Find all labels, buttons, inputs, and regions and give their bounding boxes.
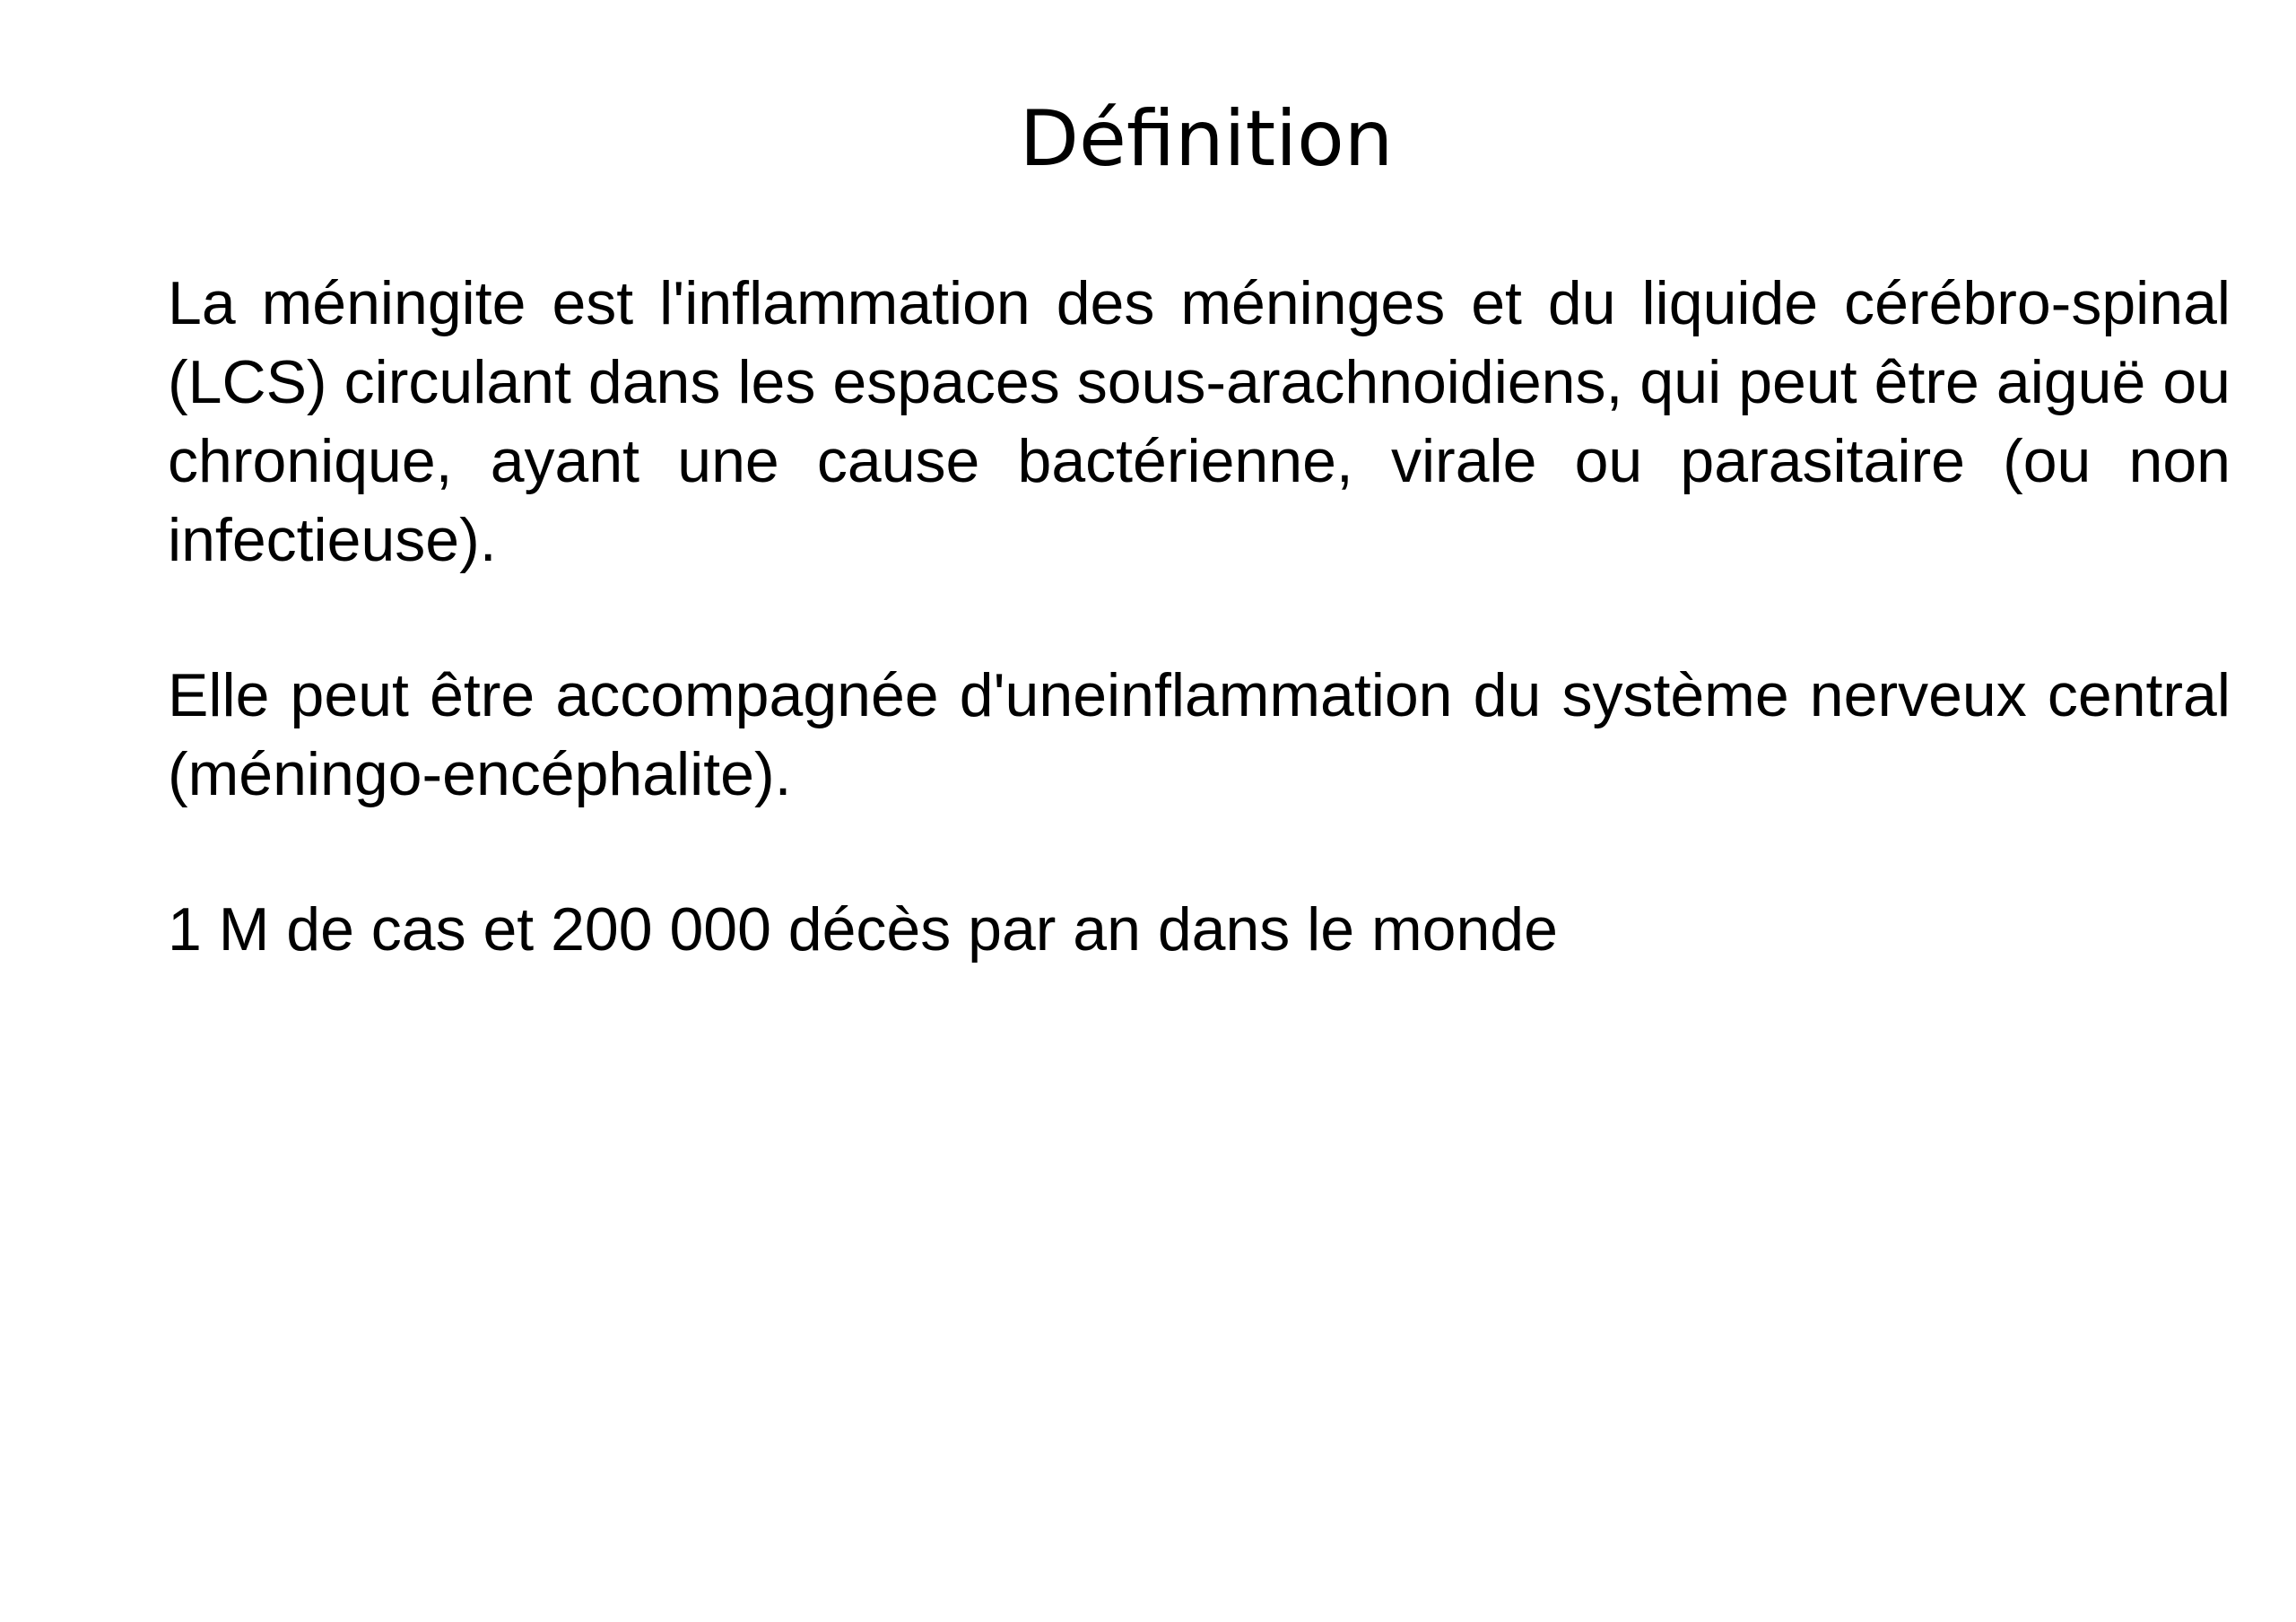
slide-title: Définition — [1019, 94, 1394, 184]
statistics-paragraph: 1 M de cas et 200 000 décès par an dans le monde — [168, 895, 1558, 964]
definition-paragraph: La méningite est l'inflammation des méninges et du liquide cérébro-spinal (LCS) circulant dans les espaces sous-arachnoidiens, qui peut être aiguë ou chronique, ayant une cause bactérienne, virale ou parasitaire (ou non infectieuse). — [168, 269, 2231, 574]
encephalitis-paragraph: Elle peut être accompagnée d'uneinflammation du système nerveux central (méningo-encéphalite). — [168, 661, 2231, 808]
